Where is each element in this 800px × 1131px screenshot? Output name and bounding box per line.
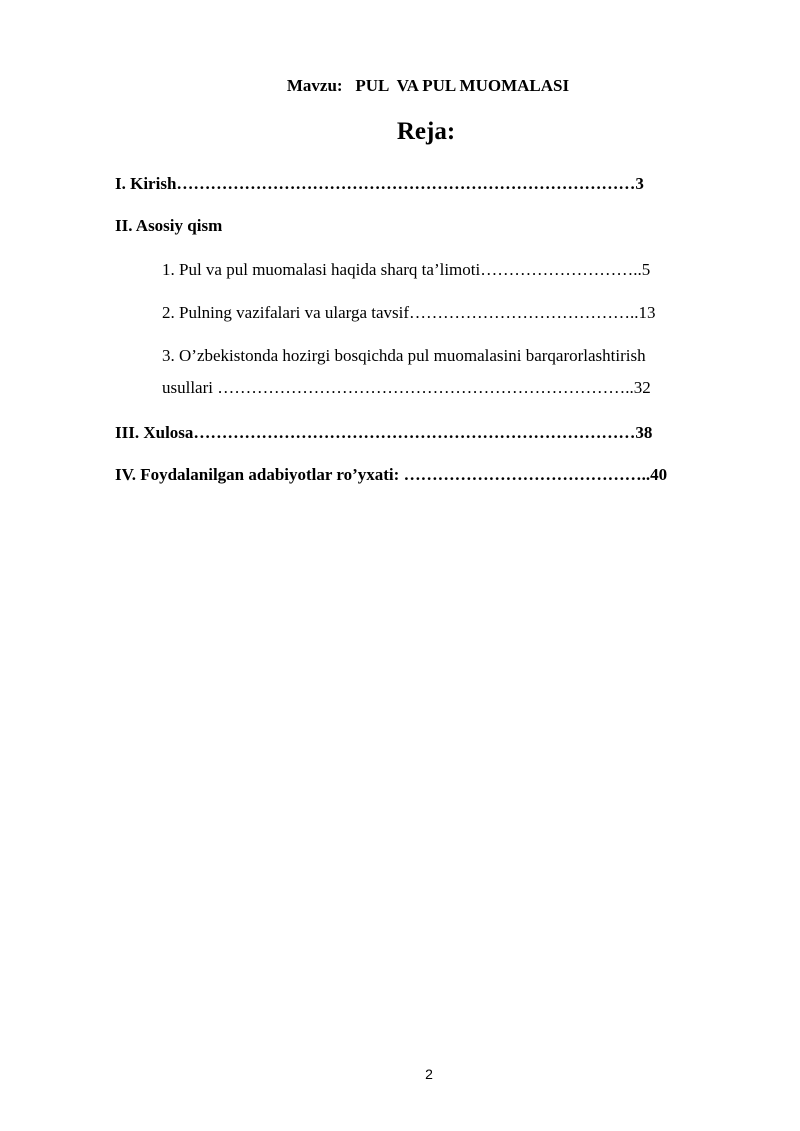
toc-subentry-3-line-1: 3. O’zbekistonda hozirgi bosqichda pul muomalasini barqarorlashtirish <box>162 346 646 365</box>
toc-entry-conclusion: III. Xulosa……………………………………………………………………38 <box>115 423 653 442</box>
toc-entry-introduction: I. Kirish………………………………………………………………………3 <box>115 174 644 193</box>
page-number: 2 <box>425 1066 433 1082</box>
toc-entry-main-part: II. Asosiy qism <box>115 216 223 235</box>
document-topic: Mavzu: PUL VA PUL MUOMALASI <box>286 76 570 95</box>
toc-subentry-3-line-2: usullari ………………………………………………………………..32 <box>162 378 651 397</box>
toc-subentry-1: 1. Pul va pul muomalasi haqida sharq ta’limoti………………………..5 <box>162 260 651 279</box>
toc-entry-references: IV. Foydalanilgan adabiyotlar ro’yxati: ……………………………………..40 <box>115 465 668 484</box>
toc-subentry-2: 2. Pulning vazifalari va ularga tavsif…………………………………..13 <box>162 303 656 322</box>
plan-title: Reja: <box>396 118 456 145</box>
